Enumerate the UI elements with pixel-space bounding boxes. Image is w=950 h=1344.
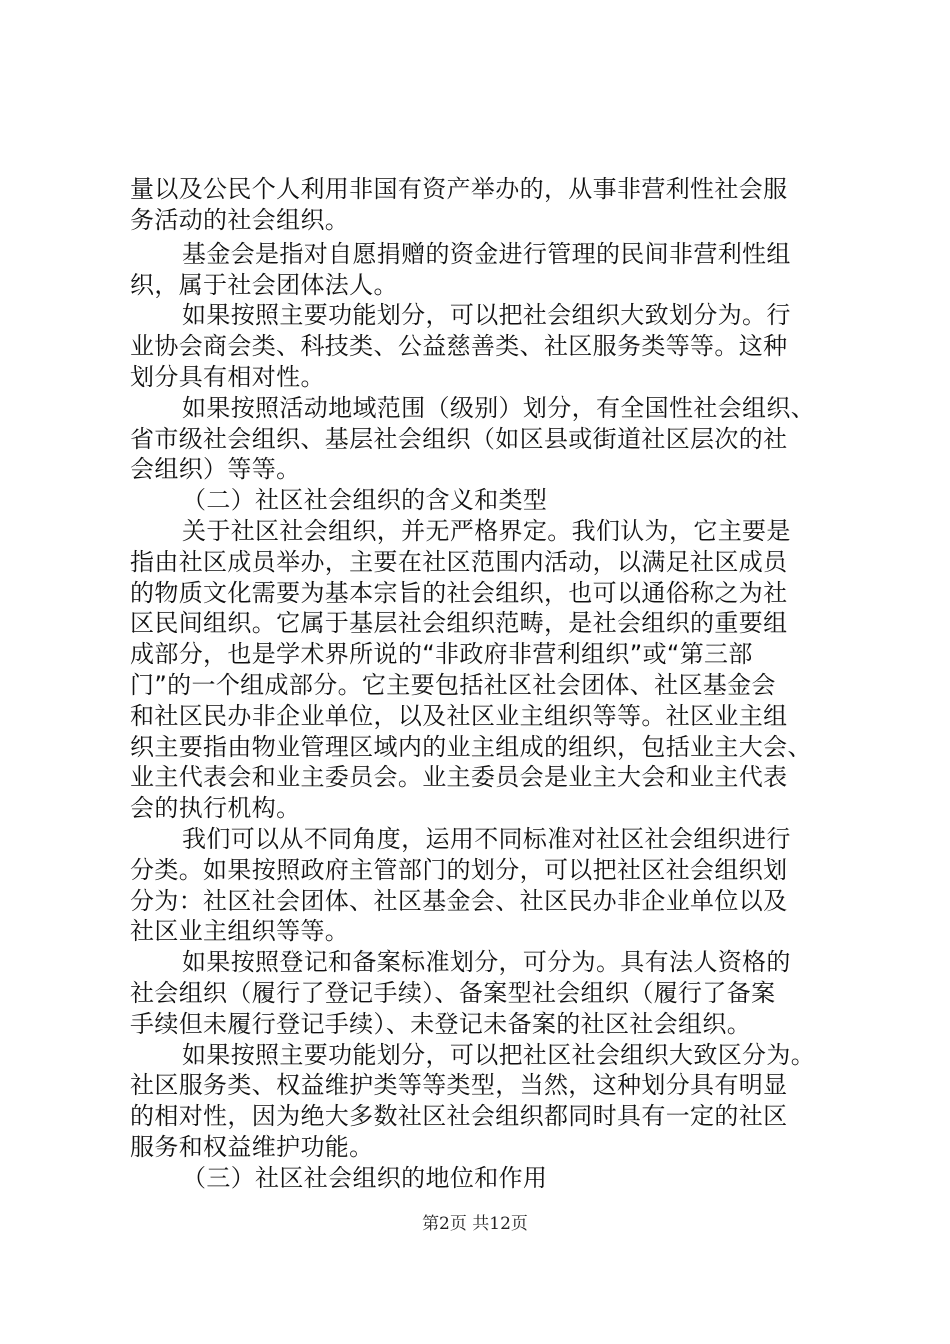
text-line: 社区服务类、权益维护类等等类型，当然，这种划分具有明显: [130, 1071, 788, 1099]
text-line: 织主要指由物业管理区域内的业主组成的组织，包括业主大会、: [130, 733, 812, 761]
text-line: 成部分，也是学术界所说的“非政府非营利组织”或“第三部: [130, 640, 753, 668]
text-line: 业主代表会和业主委员会。业主委员会是业主大会和业主代表: [130, 763, 788, 791]
text-line: 门”的一个组成部分。它主要包括社区社会团体、社区基金会: [130, 671, 776, 699]
text-line: 的物质文化需要为基本宗旨的社会组织，也可以通俗称之为社: [130, 579, 788, 607]
text-line: 省市级社会组织、基层社会组织（如区县或街道社区层次的社: [130, 425, 788, 453]
page-number-footer: 第2页 共12页: [422, 1214, 528, 1234]
text-line: 如果按照活动地域范围（级别）划分，有全国性社会组织、: [182, 394, 816, 422]
text-line: 如果按照主要功能划分，可以把社区社会组织大致区分为。: [182, 1041, 816, 1069]
text-line: 务活动的社会组织。: [130, 206, 350, 234]
text-line: 织，属于社会团体法人。: [130, 271, 398, 299]
text-line: 业协会商会类、科技类、公益慈善类、社区服务类等等。这种: [130, 332, 788, 360]
text-line: 如果按照登记和备案标准划分，可分为。具有法人资格的: [182, 948, 791, 976]
section-heading: （三）社区社会组织的地位和作用: [182, 1164, 548, 1192]
text-line: 社区业主组织等等。: [130, 917, 350, 945]
section-heading: （二）社区社会组织的含义和类型: [182, 486, 548, 514]
text-line: 量以及公民个人利用非国有资产举办的，从事非营利性社会服: [130, 175, 788, 203]
text-line: 分为：社区社会团体、社区基金会、社区民办非企业单位以及: [130, 887, 788, 915]
text-line: 基金会是指对自愿捐赠的资金进行管理的民间非营利性组: [182, 240, 791, 268]
text-line: 指由社区成员举办，主要在社区范围内活动，以满足社区成员: [130, 548, 788, 576]
text-line: 会的执行机构。: [130, 794, 301, 822]
text-line: 服务和权益维护功能。: [130, 1133, 374, 1161]
text-line: 和社区民办非企业单位，以及社区业主组织等等。社区业主组: [130, 702, 788, 730]
text-line: 我们可以从不同角度，运用不同标准对社区社会组织进行: [182, 825, 791, 853]
text-line: 的相对性，因为绝大多数社区社会组织都同时具有一定的社区: [130, 1102, 788, 1130]
text-line: 社会组织（履行了登记手续）、备案型社会组织（履行了备案: [130, 979, 776, 1007]
text-line: 区民间组织。它属于基层社会组织范畴，是社会组织的重要组: [130, 609, 788, 637]
text-line: 手续但未履行登记手续）、未登记未备案的社区社会组织。: [130, 1010, 752, 1038]
text-line: 关于社区社会组织，并无严格界定。我们认为，它主要是: [182, 517, 791, 545]
text-line: 分类。如果按照政府主管部门的划分，可以把社区社会组织划: [130, 856, 788, 884]
text-line: 划分具有相对性。: [130, 363, 325, 391]
text-line: 如果按照主要功能划分，可以把社会组织大致划分为。行: [182, 301, 791, 329]
text-line: 会组织）等等。: [130, 455, 301, 483]
